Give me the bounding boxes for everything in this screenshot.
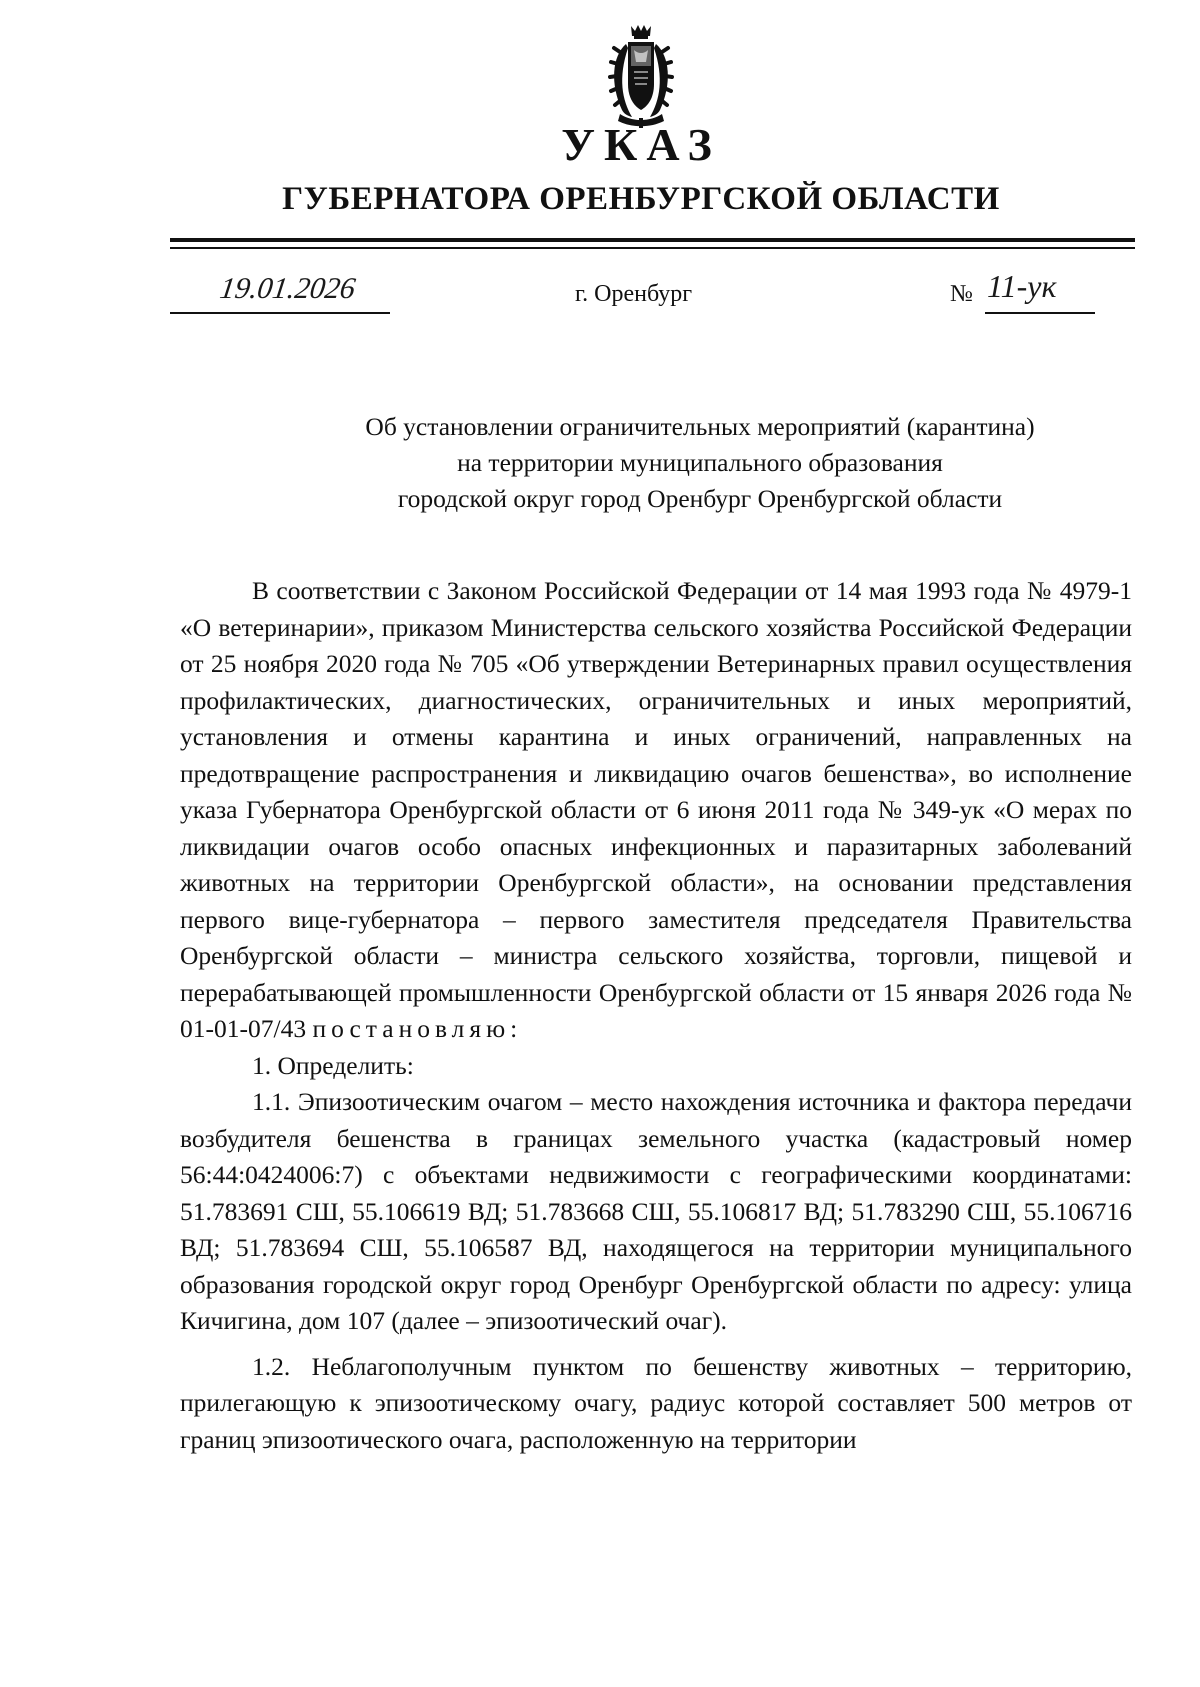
preamble-paragraph: [180, 573, 1132, 1048]
header-rule-thick: [170, 238, 1135, 242]
number-sign: №: [950, 281, 973, 307]
subject-line: Об установлении ограничительных мероприятий (карантина): [365, 412, 1035, 441]
coat-of-arms-icon: [598, 22, 684, 130]
document-date: 19.01.2026: [217, 272, 358, 305]
subject-line: на территории муниципального образования: [457, 448, 943, 477]
document-type: УКАЗ: [561, 119, 721, 170]
document-number: 11-ук: [987, 268, 1057, 304]
decree-word: постановляю:: [312, 1014, 523, 1043]
subject-line: городской округ город Оренбург Оренбургской области: [397, 484, 1003, 513]
number-underline: [985, 312, 1095, 314]
document-city: г. Оренбург: [575, 281, 693, 307]
document-subject: [200, 409, 1200, 517]
item-1-1: 1.1. Эпизоотическим очагом – место нахождения источника и фактора передачи возбудителя бешенства в границах земельного участка (кадастровый номер 56:44:0424006:7) с объектами недвижимости с географическими координатами: 51.783691 СШ, 55.106619 ВД; 51.783668 СШ, 55.106817 ВД; 51.783290 СШ, 55.106716 ВД; 51.783694 СШ, 55.106587 ВД, находящегося на территории муниципального образования городской округ город Оренбург Оренбургской области по адресу: улица Кичигина, дом 107 (далее – эпизоотический очаг).: [180, 1087, 1132, 1335]
date-underline: [170, 312, 390, 314]
item-1-2: 1.2. Неблагополучным пунктом по бешенству животных – территорию, прилегающую к эпизоотическому очагу, радиус которой составляет 500 метров от границ эпизоотического очага, расположенную на территории: [180, 1351, 1132, 1454]
header-rule-thin: [170, 247, 1135, 249]
preamble-text: В соответствии с Законом Российской Федерации от 14 мая 1993 года № 4979-1 «О ветеринарии», приказом Министерства сельского хозяйства Российской Федерации от 25 ноября 2020 года № 705 «Об утверждении Ветеринарных правил осуществления профилактических, диагностических, ограничительных и иных мероприятий, установления и отмены карантина и иных ограничений, направленных на предотвращение распространения и ликвидацию очагов бешенства», во исполнение указа Губернатора Оренбургской области от 6 июня 2011 года № 349-ук «О мерах по ликвидации очагов особо опасных инфекционных и паразитарных заболеваний животных на территории Оренбургской области», на основании представления первого вице-губернатора – первого заместителя председателя Правительства Оренбургской области – министра сельского хозяйства, торговли, пищевой и перерабатывающей промышленности Оренбургской области от 15 января 2026 года № 01-01-07/43: [180, 576, 1132, 1043]
document-body: [180, 573, 1132, 1458]
item-1: 1. Определить:: [252, 1050, 414, 1080]
issuing-authority: ГУБЕРНАТОРА ОРЕНБУРГСКОЙ ОБЛАСТИ: [282, 181, 1000, 217]
